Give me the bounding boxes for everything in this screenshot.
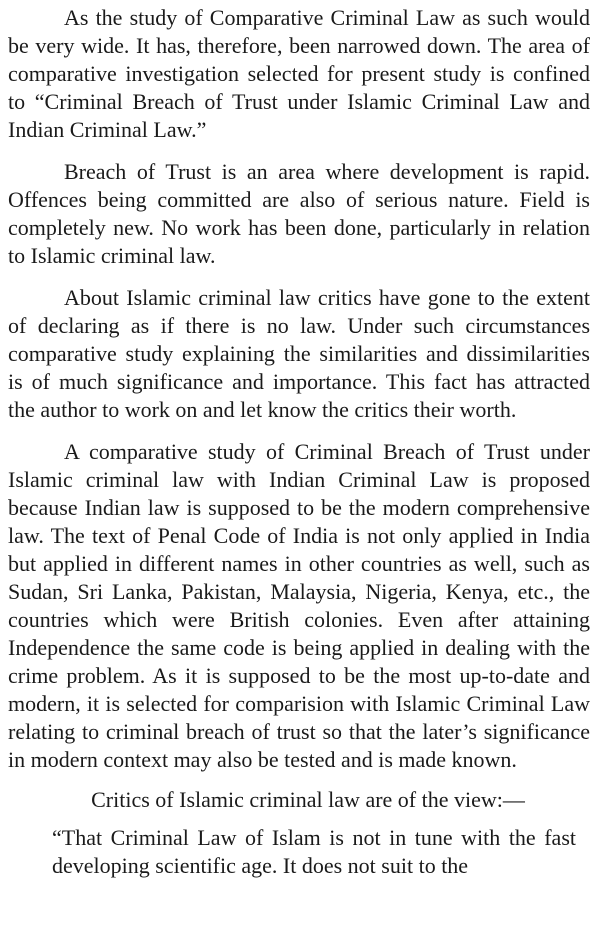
document-page <box>8 4 590 880</box>
critics-quote: “That Criminal Law of Islam is not in tune with the fast developing scientific age. It does not suit to the <box>52 825 576 878</box>
critics-view-lead-in: Critics of Islamic criminal law are of the view:— <box>91 787 525 812</box>
paragraph-scope: As the study of Comparative Criminal Law as such would be very wide. It has, therefore, been narrowed down. The area of comparative investigation selected for present study is confined to “Criminal Breach of Trust under Islamic Criminal Law and Indian Criminal Law.” <box>8 5 590 142</box>
paragraph-breach-of-trust: Breach of Trust is an area where development is rapid. Offences being committed are also of serious nature. Field is completely new. No work has been done, particularly in relation to Islamic criminal law. <box>8 159 590 268</box>
paragraph-comparative-study: A comparative study of Criminal Breach of Trust under Islamic criminal law with Indian Criminal Law is proposed because Indian law is supposed to be the modern comprehensive law. The text of Penal Code of India is not only applied in India but applied in different names in other countries as well, such as Sudan, Sri Lanka, Pakistan, Malaysia, Nigeria, Kenya, etc., the countries which were British colonies. Even after attaining Independence the same code is being applied in dealing with the crime problem. As it is supposed to be the most up-to-date and modern, it is selected for comparision with Islamic Criminal Law relating to criminal breach of trust so that the later’s significance in modern context may also be tested and is made known. <box>8 439 590 772</box>
paragraph-critics: About Islamic criminal law critics have gone to the extent of declaring as if there is no law. Under such circumstances comparative study explaining the similarities and dissimilarities is of much significance and importance. This fact has attracted the author to work on and let know the critics their worth. <box>8 285 590 422</box>
